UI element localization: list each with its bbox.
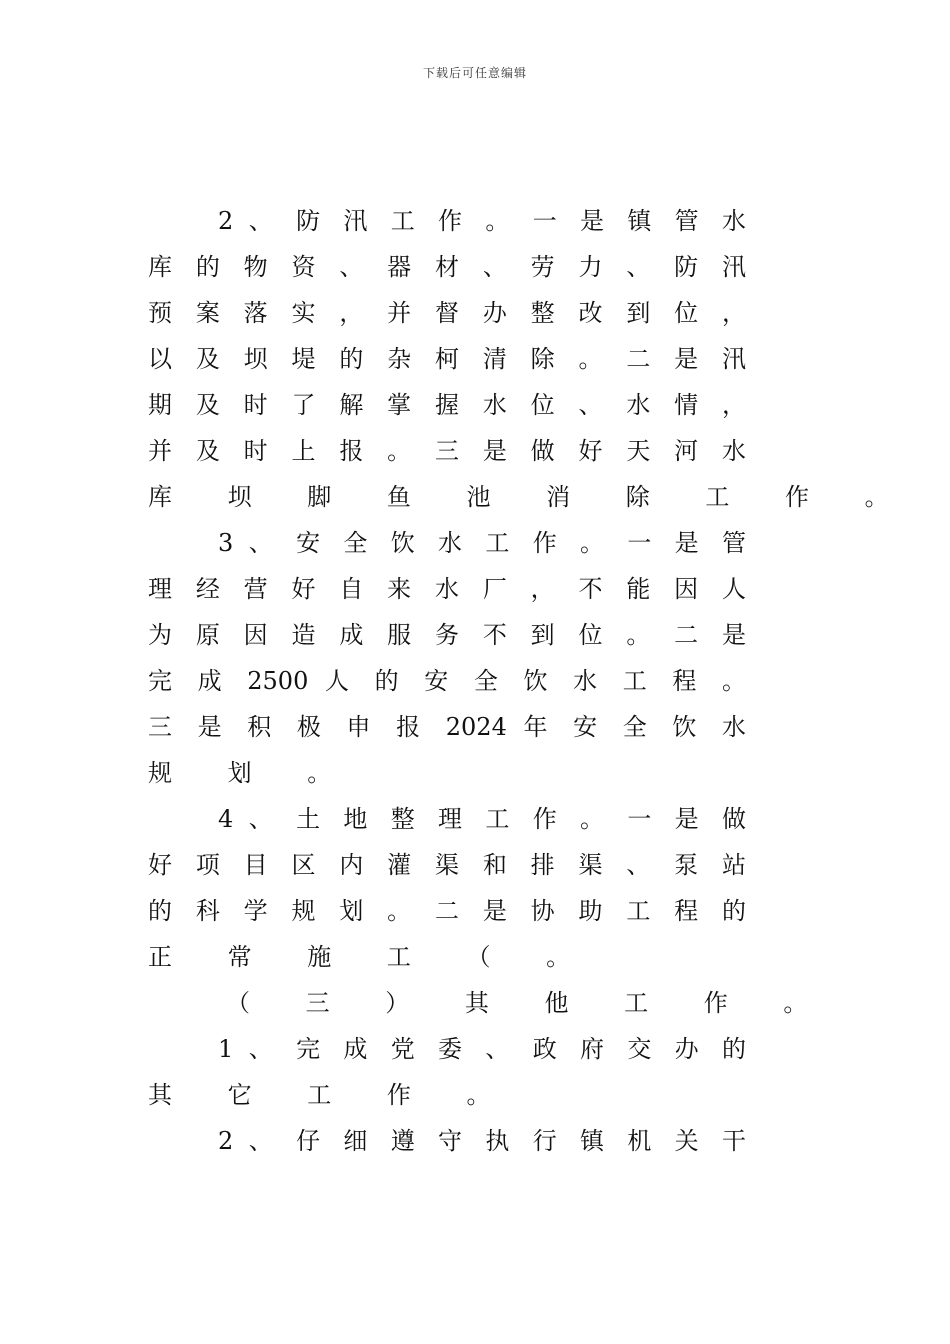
paragraph-line: 4 、 土 地 整 理 工 作 。 一 是 做	[218, 805, 746, 833]
paragraph-line: 2 、 防 汛 工 作 。 一 是 镇 管 水	[218, 207, 746, 235]
heading-text: （ 三 ） 其 他 工 作 。	[226, 989, 832, 1017]
paragraph-line: 预 案 落 实 ， 并 督 办 整 改 到 位 ，	[148, 299, 746, 327]
paragraph-line: 为 原 因 造 成 服 务 不 到 位 。 二 是	[148, 621, 746, 649]
section-heading	[148, 980, 832, 1026]
paragraph-line	[148, 750, 746, 796]
line-text: 其 它 工 作 。	[148, 1081, 515, 1109]
line-text: 库 坝 脚 鱼 池 消 除 工 作 。	[148, 483, 913, 511]
paragraph-line	[148, 1072, 746, 1118]
line-text: 规 划 。	[148, 759, 356, 787]
paragraph-line: 三 是 积 极 申 报 2024 年 安 全 饮 水	[148, 713, 746, 741]
paragraph-line	[148, 934, 746, 980]
paragraph-line: 好 项 目 区 内 灌 渠 和 排 渠 、 泵 站	[148, 851, 746, 879]
paragraph-line: 2 、 仔 细 遵 守 执 行 镇 机 关 干	[218, 1127, 746, 1155]
paragraph-line: 1 、 完 成 党 委 、 政 府 交 办 的	[218, 1035, 746, 1063]
paragraph-line	[148, 474, 913, 520]
paragraph-line: 3 、 安 全 饮 水 工 作 。 一 是 管	[218, 529, 746, 557]
paragraph-line: 期 及 时 了 解 掌 握 水 位 、 水 情 ，	[148, 391, 746, 419]
paragraph-line: 的 科 学 规 划 。 二 是 协 助 工 程 的	[148, 897, 746, 925]
paragraph-line: 库 的 物 资 、 器 材 、 劳 力 、 防 汛	[148, 253, 746, 281]
paragraph-line: 并 及 时 上 报 。 三 是 做 好 天 河 水	[148, 437, 746, 465]
page-header: 下载后可任意编辑	[422, 66, 527, 80]
paragraph-line: 完 成 2500 人 的 安 全 饮 水 工 程 。	[148, 667, 746, 695]
paragraph-line: 理 经 营 好 自 来 水 厂 ， 不 能 因 人	[148, 575, 746, 603]
paragraph-line: 以 及 坝 堤 的 杂 柯 清 除 。 二 是 汛	[148, 345, 746, 373]
document-body	[148, 198, 913, 1164]
line-text: 正 常 施 工 （ 。	[148, 943, 595, 971]
